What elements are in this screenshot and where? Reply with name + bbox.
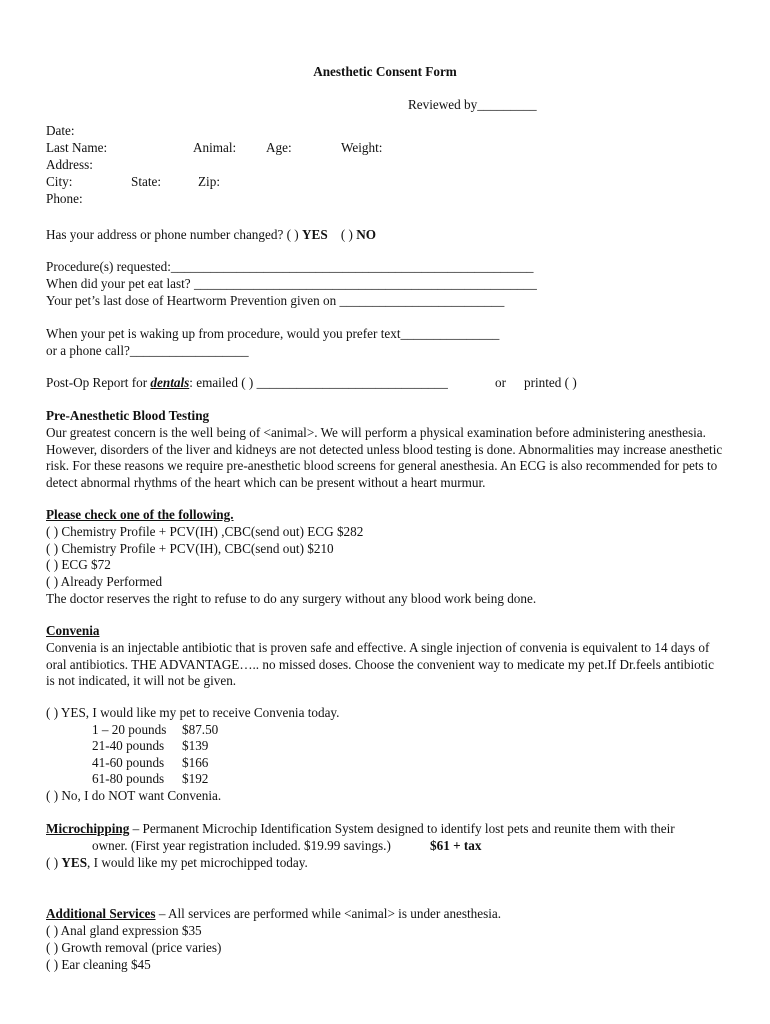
additional-anal-gland[interactable]: ( ) Anal gland expression $35 [46,923,202,938]
field-weight: Weight: [341,140,383,155]
convenia-weight-range: 61-80 pounds [92,771,165,786]
convenia-heading: Convenia [46,623,100,638]
blood-testing-heading: Pre-Anesthetic Blood Testing [46,408,210,423]
postop-prefix: Post-Op Report for [46,375,151,390]
address-change-yes-checkbox[interactable]: ( ) [286,227,299,242]
heartworm-line[interactable]: Your pet’s last dose of Heartworm Prevention given on _________________________ [46,293,505,308]
procedure-requested-line[interactable]: Procedure(s) requested:_______________________________________________________ [46,259,534,274]
microchip-registration: owner. (First year registration included. $19.99 savings.) [92,838,391,853]
convenia-weight-range: 21-40 pounds [92,738,165,753]
postop-printed-option[interactable]: printed ( ) [524,375,577,390]
convenia-price-row [92,738,208,754]
convenia-weight-range: 41-60 pounds [92,755,165,770]
postop-dentals: dentals [150,375,190,390]
convenia-body: Convenia is an injectable antibiotic that is proven safe and effective. A single injection of convenia is equivalent to 14 days of oral antibiotics. THE ADVANTAGE….. no missed doses. Choose the convenient way to medicate my pet.If Dr.feels antibiotic is not indicated, it will not be given. [46,640,714,688]
convenia-price: $139 [182,738,209,753]
field-phone: Phone: [46,191,83,206]
address-change-no-checkbox[interactable]: ( ) [340,227,353,242]
check-note: The doctor reserves the right to refuse to do any surgery without any blood work being done. [46,591,537,606]
microchip-checkbox[interactable]: ( ) [46,855,59,870]
check-heading: Please check one of the following. [46,507,234,522]
microchip-option[interactable] [46,855,308,871]
additional-description: – All services are performed while <animal> is under anesthesia. [155,906,502,921]
microchip-price: $61 + tax [430,838,482,853]
microchip-option-text: , I would like my pet microchipped today. [87,855,308,870]
convenia-price: $87.50 [182,722,219,737]
address-change-yes-label: YES [302,227,328,242]
convenia-price-row [92,755,208,771]
field-date: Date: [46,123,75,138]
microchip-heading: Microchipping [46,821,130,836]
field-last-name: Last Name: [46,140,108,155]
blood-testing-body: Our greatest concern is the well being of <animal>. We will perform a physical examination before administering anesthesia. However, disorders of the liver and kidneys are not detected unless blood testing is done. Abnormalities may increase anesthetic risk. For these reasons we require pre-anesthetic blood screens for general anesthesia. An ECG is also recommended for pets to detect abnormal rhythms of the heart which can be present without a heart murmur. [46,425,723,490]
postop-emailed-option[interactable]: : emailed ( ) _____________________________ [189,375,448,390]
postop-or: or [495,375,506,390]
form-title: Anesthetic Consent Form [313,64,457,79]
address-change-no-label: NO [356,227,377,242]
microchip-description: – Permanent Microchip Identification System designed to identify lost pets and reunite them with their [129,821,675,836]
waking-phone-line[interactable]: or a phone call?__________________ [46,343,249,358]
convenia-price: $192 [182,771,209,786]
convenia-no-option[interactable]: ( ) No, I do NOT want Convenia. [46,788,222,803]
check-option-chem-cbc-ecg[interactable]: ( ) Chemistry Profile + PCV(IH) ,CBC(send out) ECG $282 [46,524,364,539]
waking-text-line[interactable]: When your pet is waking up from procedure, would you prefer text_______________ [46,326,500,341]
check-option-ecg[interactable]: ( ) ECG $72 [46,557,111,572]
field-state: State: [131,174,162,189]
address-change-text: Has your address or phone number changed? [46,227,284,242]
field-city: City: [46,174,73,189]
address-change-question [46,227,376,243]
convenia-price-row [92,771,208,787]
convenia-price: $166 [182,755,209,770]
field-zip: Zip: [198,174,220,189]
microchip-yes: YES [61,855,88,870]
check-option-already-performed[interactable]: ( ) Already Performed [46,574,163,589]
convenia-price-row [92,722,218,738]
field-animal: Animal: [193,140,237,155]
convenia-weight-range: 1 – 20 pounds [92,722,167,737]
reviewed-by: Reviewed by_________ [408,97,537,112]
postop-report [46,375,448,391]
additional-ear-cleaning[interactable]: ( ) Ear cleaning $45 [46,957,151,972]
additional-heading: Additional Services [46,906,156,921]
last-meal-line[interactable]: When did your pet eat last? ____________________________________________________ [46,276,537,291]
microchip-line [46,821,675,837]
field-address: Address: [46,157,93,172]
convenia-yes-option[interactable]: ( ) YES, I would like my pet to receive Convenia today. [46,705,340,720]
additional-line [46,906,501,922]
field-age: Age: [266,140,292,155]
additional-growth-removal[interactable]: ( ) Growth removal (price varies) [46,940,222,955]
check-option-chem-cbc[interactable]: ( ) Chemistry Profile + PCV(IH), CBC(send out) $210 [46,541,334,556]
